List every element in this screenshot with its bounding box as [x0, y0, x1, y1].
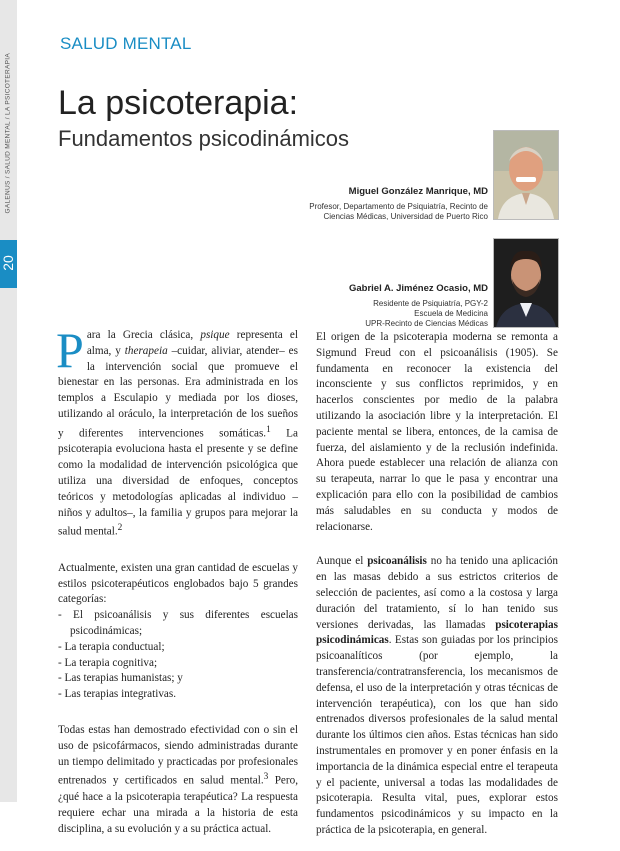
list-item: - Las terapias integrativas. [58, 687, 298, 703]
sidebar-strip [0, 0, 17, 802]
author-name: Gabriel A. Jiménez Ocasio, MD [348, 283, 488, 294]
paragraph: Todas estas han demostrado efectividad con o sin el uso de psicofármacos, siendo administradas durante un tiempo delimitado y practicadas por profesionales entrenados y certificados en salud mental.$^3$ Pero, ¿qué hace a la psicoterapia terapéutica? La respuesta requiere echar una mirada a la historia de esta disciplina, a su evolución y a su práctica actual. [58, 724, 298, 835]
list-item: - Las terapias humanistas; y [58, 671, 298, 687]
article-title: La psicoterapia: [58, 84, 299, 122]
author-2 [349, 283, 488, 329]
footnote-ref: 1 [266, 424, 271, 435]
running-header: GALENUS / SALUD MENTAL / LA PSICOTERAPIA [4, 53, 12, 214]
page-number: 20 [0, 240, 17, 288]
paragraph: Aunque el psicoanálisis no ha tenido una aplicación en las masas debido a sus estrictos criterios de selección de pacientes, así como a la costosa y larga duración del tratamiento, sí lo han tenido sus versiones derivadas, las llamadas psicoterapias psicodinámicas. Estas son guiadas por los principios psicoanalíticos (por ejemplo, la transferencia/contratransferencia, los mecanismos de defensa, el uso de la interpretación y otras técnicas de intervención terapéutica), con los que han sido entrenados diversos profesionales de la salud mental durante los últimos cien años. Estas técnicas han sido instrumentales en promover y en poner énfasis en la importancia de la dinámica especial entre el terapeuta y el paciente, universal a todas las modalidades de psicoterapia. Resulta vital, pues, explorar estos fundamentos psicodinámicos y su impacto en la práctica de la psicoterapia, en general. [316, 555, 558, 836]
author-1 [309, 186, 488, 222]
author-role-line: Residente de Psiquiatría, PGY-2 [373, 299, 488, 308]
left-column [56, 322, 298, 849]
list-item: - La terapia cognitiva; [58, 656, 298, 672]
author-role-line: Escuela de Medicina [414, 309, 488, 318]
author-role-line: Ciencias Médicas, Universidad de Puerto Rico [323, 212, 488, 221]
paragraph: Para la Grecia clásica, psique representa el alma, y therapeia –cuidar, aliviar, atender– es la intervención social que promueve el bienestar en las personas. Era administrada en los templos a Esculapio y mediada por los dioses, utilizando al oráculo, la interpretación de los sueños y diferentes intervenciones somáticas.$^1$ La psicoterapia evoluciona hasta el presente y se define como la modalidad de intervención psicológica que utiliza una diversidad de enfoques, conceptos teóricos y metodologías aplicadas al individuo –niños y adultos–, la familia y grupos para mejorar la salud mental.$^2$ [56, 322, 298, 539]
list-item: - El psicoanálisis y sus diferentes escuelas psicodinámicas; [58, 608, 298, 640]
author-2-photo [493, 238, 559, 328]
drop-cap: P [56, 322, 84, 378]
paragraph: Actualmente, existen una gran cantidad de escuelas y estilos psicoterapéuticos englobados bajo 5 grandes categorías: [58, 561, 298, 606]
footnote-ref: 3 [263, 772, 269, 783]
author-1-photo [493, 130, 559, 220]
author-role-line: UPR-Recinto de Ciencias Médicas [365, 319, 488, 328]
list-item: - La terapia conductual; [58, 640, 298, 656]
author-role-line: Profesor, Departamento de Psiquiatría, Recinto de [309, 202, 488, 211]
footnote-ref: 2 [117, 523, 123, 534]
paragraph: El origen de la psicoterapia moderna se remonta a Sigmund Freud con el psicoanálisis (1905). Se fundamenta en reconocer la existencia del inconsciente y sus conflictos reprimidos, y en hacerlos conscientes por medio de la palabra utilizando la asociación libre y la interpretación. El paciente mental se libera, entonces, de la camisa de fuerza, del aislamiento y de la reclusión indefinida. Ahora puede establecer una relación de alianza con su terapeuta, narrar lo que le pasa y encontrar una explicación para ello con la posibilidad de cambios más saludables en su conducta y modos de relacionarse. [316, 331, 558, 533]
right-column [316, 330, 558, 851]
article-subtitle: Fundamentos psicodinámicos [58, 126, 350, 151]
category-list [58, 608, 298, 703]
section-label: SALUD MENTAL [60, 34, 192, 53]
author-name: Miguel González Manrique, MD [348, 186, 488, 197]
